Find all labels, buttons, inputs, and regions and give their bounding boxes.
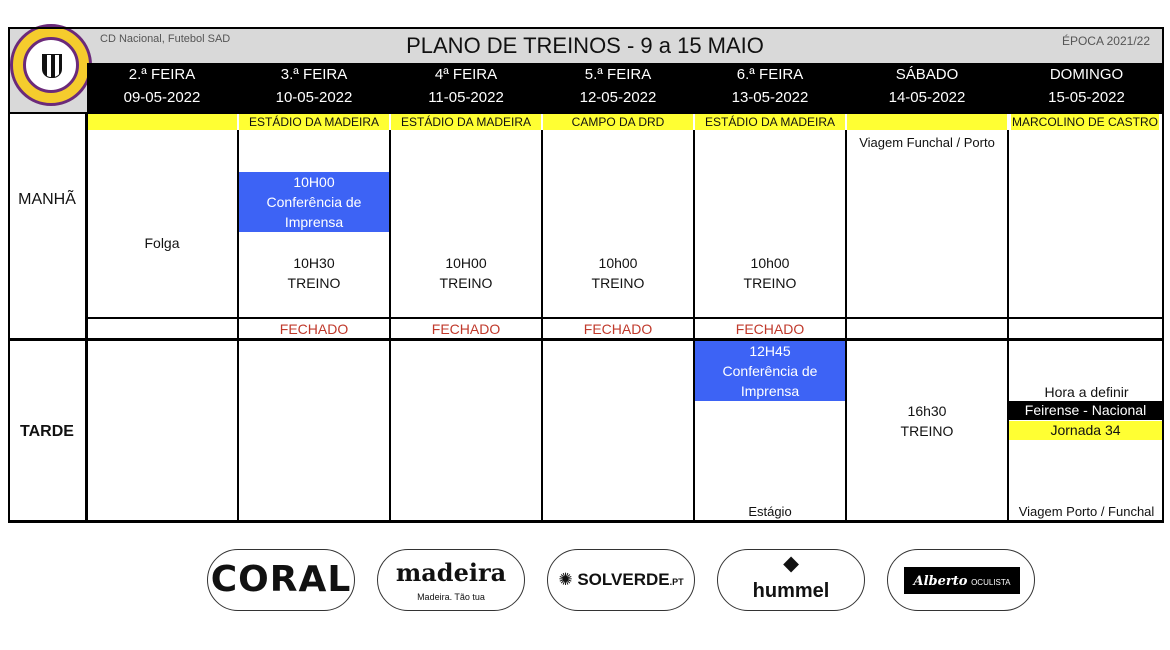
wednesday-training	[391, 253, 541, 293]
period-morning: MANHÃ	[18, 191, 76, 208]
closed-label-tue: FECHADO	[279, 321, 349, 337]
thursday-training	[543, 253, 693, 293]
sponsor-madeira	[377, 549, 525, 611]
grid-col-line	[845, 130, 847, 523]
friday-stage: Estágio	[748, 504, 792, 519]
sponsor-coral	[207, 549, 355, 611]
training-label: TREINO	[591, 275, 645, 291]
saturday-training	[847, 401, 1007, 441]
venue-wed: ESTÁDIO DA MADEIRA	[391, 114, 541, 130]
conference-time: 12H45	[749, 343, 791, 359]
club-crest-icon	[10, 24, 92, 106]
hummel-bee-icon: ⯁	[782, 553, 800, 578]
conference-label: Conferência de Imprensa	[722, 363, 818, 399]
day-name: 2.ª FEIRA	[128, 66, 196, 83]
sunday-travel: Viagem Porto / Funchal	[1018, 504, 1155, 519]
hummel-logo-text: hummel	[752, 580, 830, 602]
day-date: 14-05-2022	[888, 89, 966, 106]
training-time: 10h00	[598, 255, 638, 271]
crest-shield-icon	[42, 54, 62, 78]
solverde-suffix: .PT	[669, 577, 684, 587]
period-afternoon: TARDE	[20, 423, 74, 440]
day-header-wed	[391, 63, 541, 113]
training-label: TREINO	[287, 275, 341, 291]
grid-line-mid	[8, 338, 1164, 341]
day-header-sun	[1009, 63, 1164, 113]
grid-line-venue	[8, 112, 1164, 114]
solverde-sun-icon: ✺	[558, 570, 573, 589]
grid-col-line	[1007, 130, 1009, 523]
training-time: 10h00	[750, 255, 790, 271]
day-name: DOMINGO	[1049, 66, 1124, 83]
closed-label-thu: FECHADO	[583, 321, 653, 337]
day-header-thu	[543, 63, 693, 113]
season-label: ÉPOCA 2021/22	[1061, 34, 1150, 48]
venue-tue: ESTÁDIO DA MADEIRA	[239, 114, 389, 130]
page-title: PLANO DE TREINOS - 9 a 15 MAIO	[406, 33, 764, 58]
sunday-round: Jornada 34	[1009, 421, 1162, 440]
day-date: 13-05-2022	[731, 89, 809, 106]
sponsor-hummel	[717, 549, 865, 611]
venue-fri: ESTÁDIO DA MADEIRA	[695, 114, 845, 130]
day-name: SÁBADO	[895, 66, 959, 83]
training-time: 10H00	[445, 255, 487, 271]
day-name: 6.ª FEIRA	[736, 66, 804, 83]
training-label: TREINO	[900, 423, 954, 439]
day-name: 4ª FEIRA	[434, 66, 498, 83]
solverde-logo	[548, 550, 694, 612]
madeira-logo-text: madeira	[395, 558, 507, 587]
solverde-logo-text: SOLVERDE	[577, 570, 670, 589]
day-date: 09-05-2022	[123, 89, 201, 106]
tuesday-press-conference	[239, 172, 389, 232]
grid-bottom-line	[8, 520, 1164, 523]
venue-sat	[847, 114, 1007, 130]
saturday-travel: Viagem Funchal / Porto	[859, 135, 995, 150]
alberto-logo-text: Alberto	[913, 574, 968, 589]
sunday-match: Feirense - Nacional	[1009, 401, 1162, 420]
conference-label: Conferência de Imprensa	[266, 194, 362, 230]
venue-sun: MARCOLINO DE CASTRO	[1011, 115, 1158, 129]
madeira-tagline: Madeira. Tão tua	[417, 592, 485, 602]
day-date: 10-05-2022	[275, 89, 353, 106]
friday-press-conference	[695, 341, 845, 401]
sponsor-alberto	[887, 549, 1035, 611]
day-header-sat	[847, 63, 1007, 113]
alberto-logo	[904, 567, 1020, 594]
training-time: 16h30	[907, 403, 947, 419]
coral-logo-text: CORAL	[210, 559, 352, 600]
sponsor-solverde	[547, 549, 695, 611]
day-name: 5.ª FEIRA	[584, 66, 652, 83]
day-header-fri	[695, 63, 845, 113]
day-name: 3.ª FEIRA	[280, 66, 348, 83]
closed-label-fri: FECHADO	[735, 321, 805, 337]
venue-mon	[87, 114, 237, 130]
alberto-suffix: OCULISTA	[971, 578, 1011, 587]
friday-training	[695, 253, 845, 293]
grid-line-closed	[87, 317, 1164, 319]
day-date: 12-05-2022	[579, 89, 657, 106]
training-label: TREINO	[439, 275, 493, 291]
closed-label-wed: FECHADO	[431, 321, 501, 337]
crest-inner	[23, 37, 79, 93]
monday-rest: Folga	[144, 235, 180, 251]
sunday-kickoff-time: Hora a definir	[1044, 384, 1129, 400]
conference-time: 10H00	[293, 174, 335, 190]
day-date: 11-05-2022	[428, 89, 504, 106]
day-header-tue	[239, 63, 389, 113]
grid-top-line	[8, 27, 1164, 29]
training-time: 10H30	[293, 255, 335, 271]
grid-left-line	[8, 27, 10, 523]
day-date: 15-05-2022	[1048, 89, 1125, 106]
day-header-mon	[87, 63, 237, 113]
club-name: CD Nacional, Futebol SAD	[100, 33, 231, 45]
grid-right-line	[1162, 27, 1164, 523]
grid-period-divider	[85, 113, 88, 523]
training-label: TREINO	[743, 275, 797, 291]
venue-thu: CAMPO DA DRD	[543, 114, 693, 130]
tuesday-training	[239, 253, 389, 293]
